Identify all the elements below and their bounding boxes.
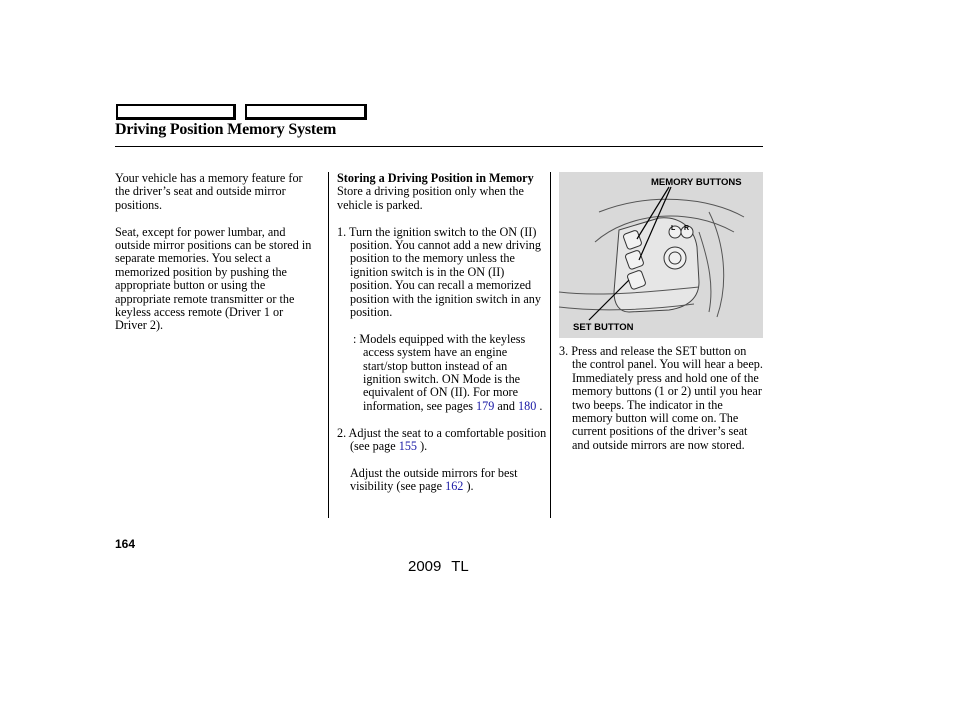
page-link-155[interactable]: 155 xyxy=(398,439,418,454)
memory-buttons-label: MEMORY BUTTONS xyxy=(651,177,742,188)
mirror-select-r-label: R xyxy=(684,225,690,232)
mirrors-text: Adjust the outside mirrors for best visibility (see page xyxy=(350,465,518,494)
step-2-text: 2. Adjust the seat to a comfortable position (see page xyxy=(337,425,547,454)
keyless-note-text: : Models equipped with the keyless access system have an engine start/stop button instead of an ignition switch. ON Mode is the equivalent of ON (II). For more information, see pages xyxy=(353,331,526,413)
header-tab-box-right xyxy=(245,104,367,120)
page-link-162[interactable]: 162 xyxy=(445,479,464,494)
memory-buttons-figure xyxy=(559,172,763,338)
model-footer: 2009 TL xyxy=(408,558,469,575)
set-button-label: SET BUTTON xyxy=(573,322,634,333)
column-step-3 xyxy=(559,345,764,452)
page-number: 164 xyxy=(115,537,136,551)
page-title: Driving Position Memory System xyxy=(115,121,337,138)
column-intro xyxy=(115,172,315,333)
page-link-179[interactable]: 179 xyxy=(476,398,495,413)
intro-paragraph: Your vehicle has a memory feature for the driver’s seat and outside mirror positions. xyxy=(115,171,303,212)
keyless-note-and: and xyxy=(494,398,519,413)
section-intro: Store a driving position only when the vehicle is parked. xyxy=(337,184,524,212)
header-tab-box-left xyxy=(116,104,236,120)
step-2 xyxy=(337,427,547,454)
title-rule xyxy=(115,146,763,147)
step-2-end: ). xyxy=(417,439,428,454)
keyless-note xyxy=(337,333,547,413)
memory-paragraph: Seat, except for power lumbar, and outside mirror positions can be stored in separate memories. You select a memorized position by pushing the appropriate button or using the appropriate remote transmitter or the keyless access remote (Driver 1 or Driver 2). xyxy=(115,224,312,333)
column-storing xyxy=(337,172,547,494)
page-link-180[interactable]: 180 xyxy=(518,398,537,413)
step-3: 3. Press and release the SET button on the control panel. You will hear a beep. Immediately press and hold one of the memory buttons (1 or 2) until you hear two beeps. The indicator in the memory button will come on. The current positions of the driver’s seat and outside mirrors are now stored. xyxy=(559,344,763,452)
door-panel-illustration xyxy=(559,172,763,338)
column-divider-2 xyxy=(550,172,551,518)
keyless-note-end: . xyxy=(536,398,543,413)
mirrors-end: ). xyxy=(463,479,474,494)
column-divider-1 xyxy=(328,172,329,518)
step-1: 1. Turn the ignition switch to the ON (II) position. You cannot add a new driving position to the memory unless the ignition switch is in the ON (II) position. You can recall a memorized position with the ignition switch in any position. xyxy=(337,224,541,320)
mirror-select-l-label: L xyxy=(671,225,676,232)
section-heading: Storing a Driving Position in Memory xyxy=(337,171,534,185)
mirrors-paragraph xyxy=(337,467,547,494)
